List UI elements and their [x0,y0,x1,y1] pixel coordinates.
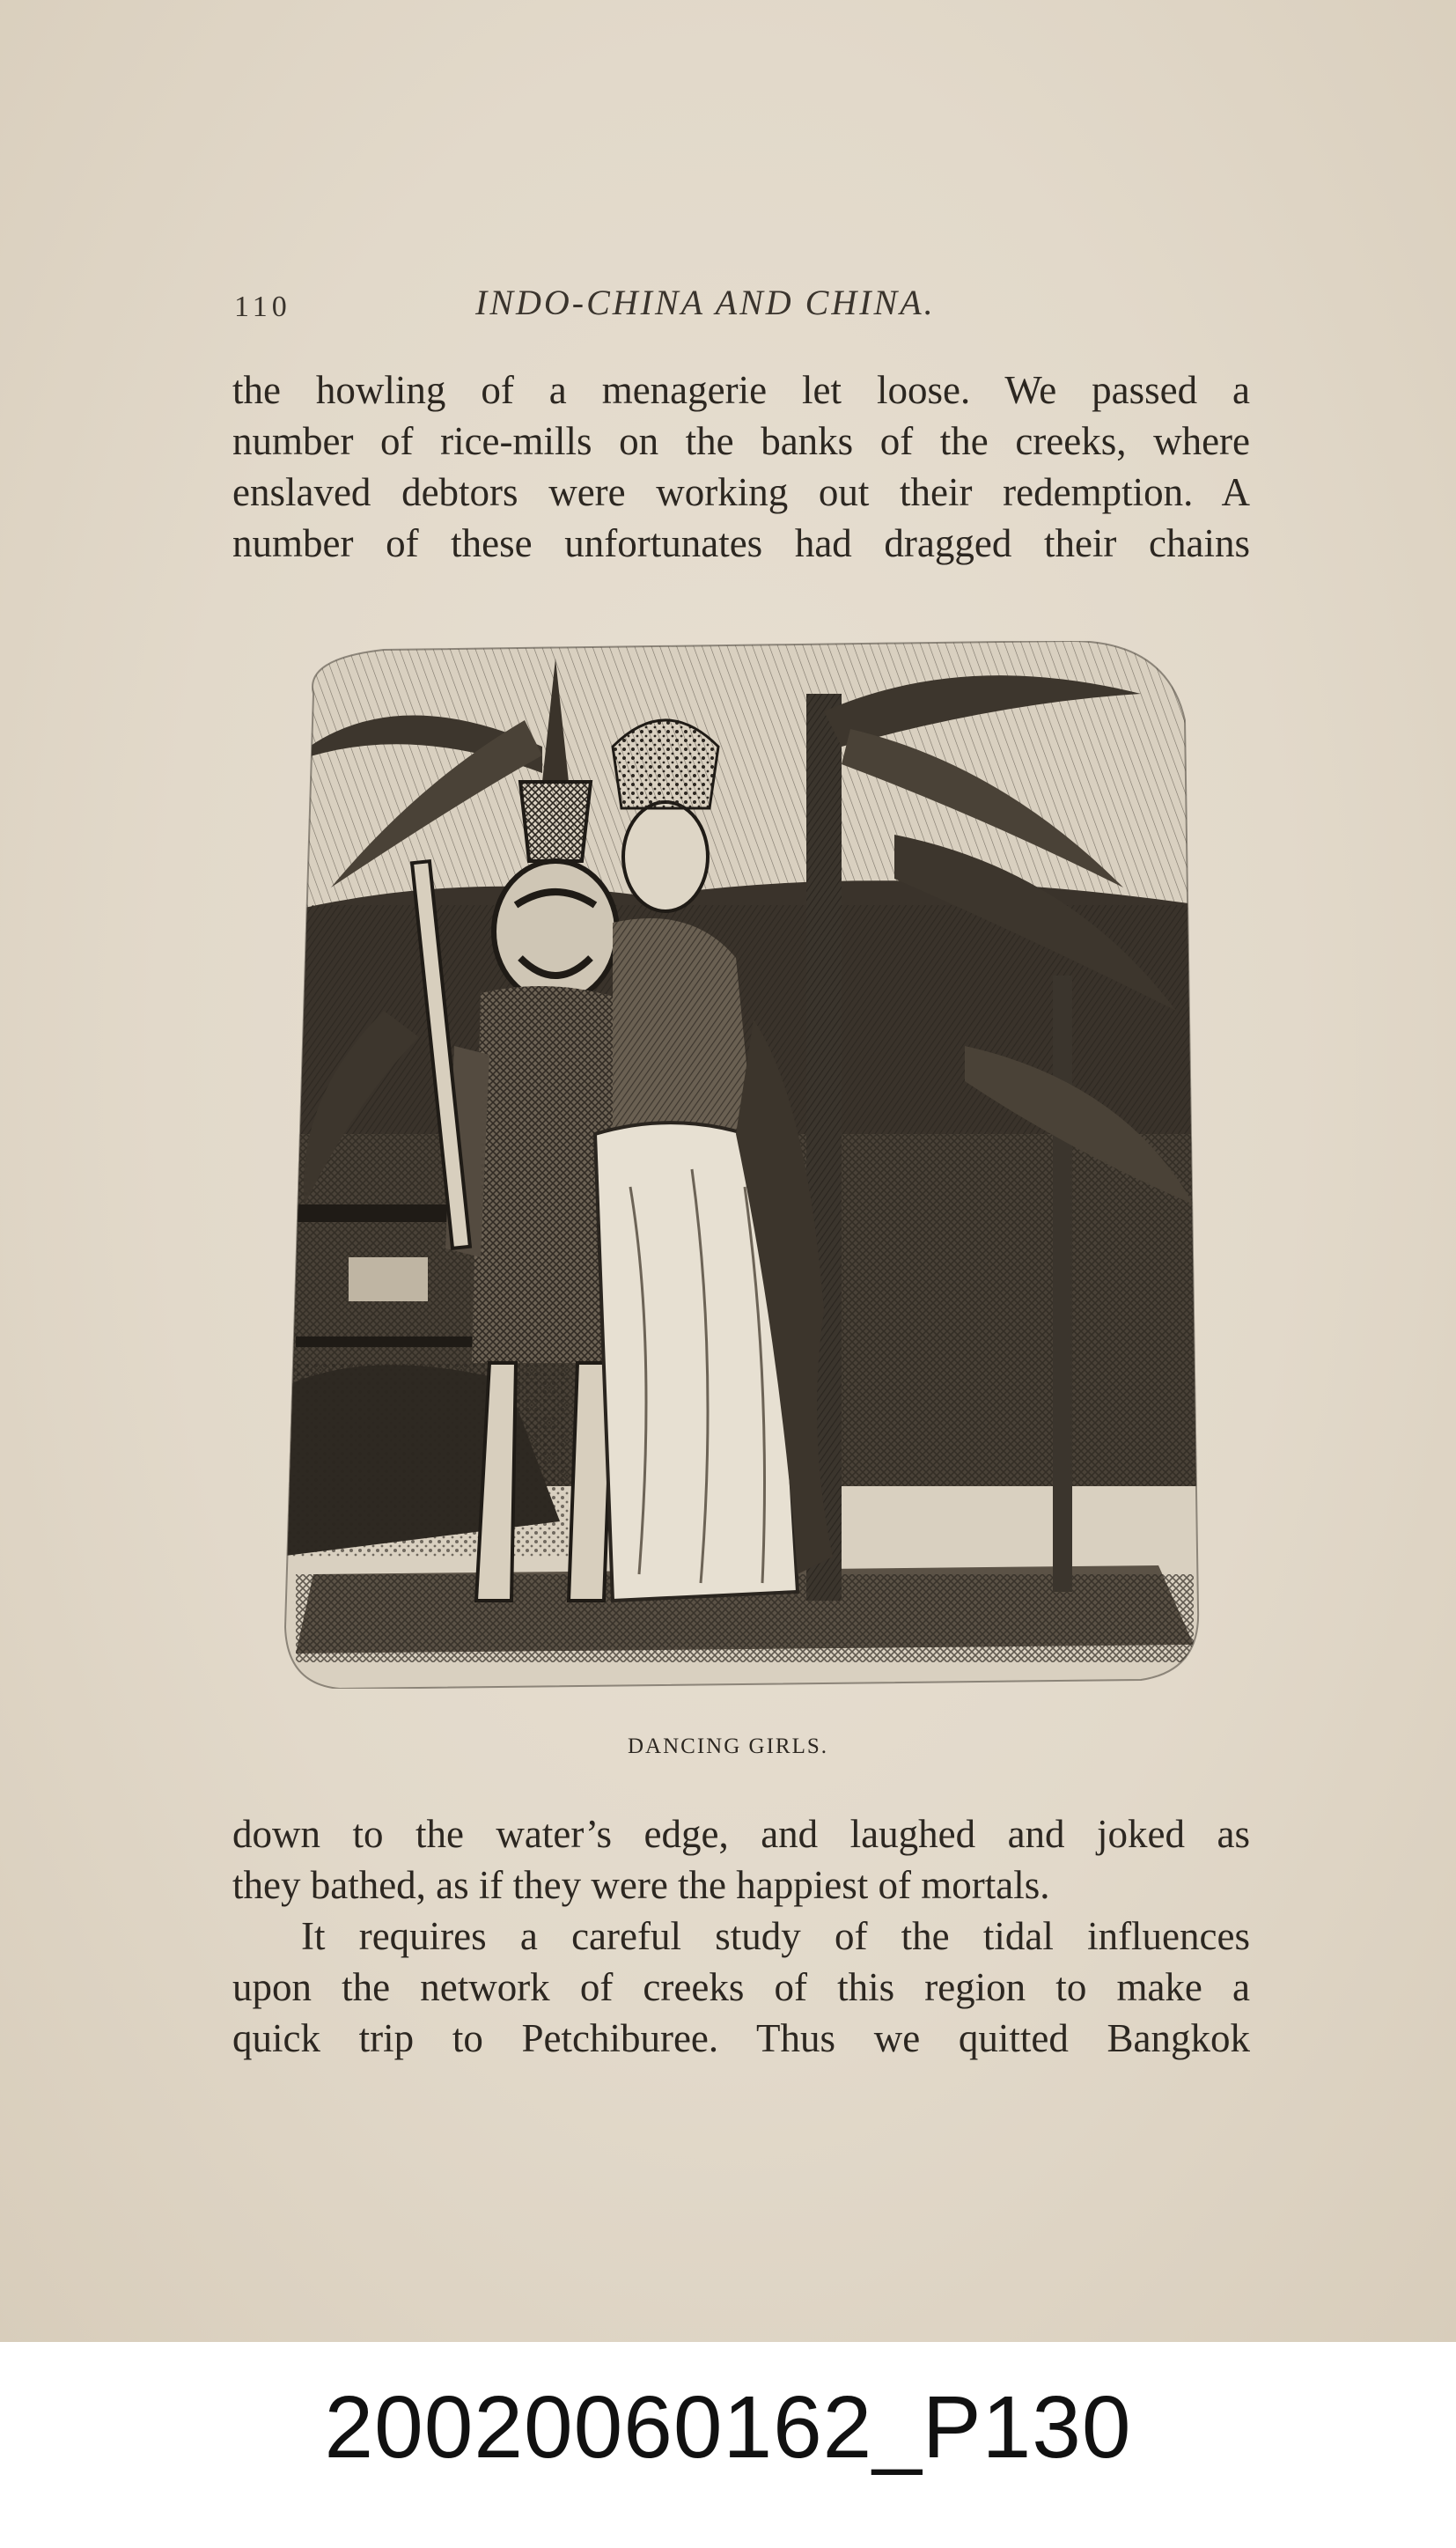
body-text-bottom [232,1808,1250,2064]
figure-caption: DANCING GIRLS. [628,1734,828,1758]
page-number: 110 [234,291,291,323]
text-line: they bathed, as if they were the happiest of mortals. [232,1863,1050,1907]
text-line: number of rice-mills on the banks of the creeks, where [232,419,1250,463]
engraving-illustration [278,641,1201,1689]
text-line: down to the water’s edge, and laughed and joked as [232,1812,1250,1856]
text-line: number of these unfortunates had dragged their chains [232,521,1250,565]
text-line: enslaved debtors were working out their redemption. A [232,470,1250,514]
text-line: It requires a careful study of the tidal influences [301,1914,1250,1958]
scan-id-label: 20020060162_P130 [324,2378,1132,2477]
body-text-top [232,365,1250,569]
running-head: INDO-CHINA AND CHINA. [475,283,936,322]
text-line: quick trip to Petchiburee. Thus we quitted Bangkok [232,2016,1250,2060]
text-line: upon the network of creeks of this region to make a [232,1965,1250,2009]
text-line: the howling of a menagerie let loose. We passed a [232,368,1250,412]
